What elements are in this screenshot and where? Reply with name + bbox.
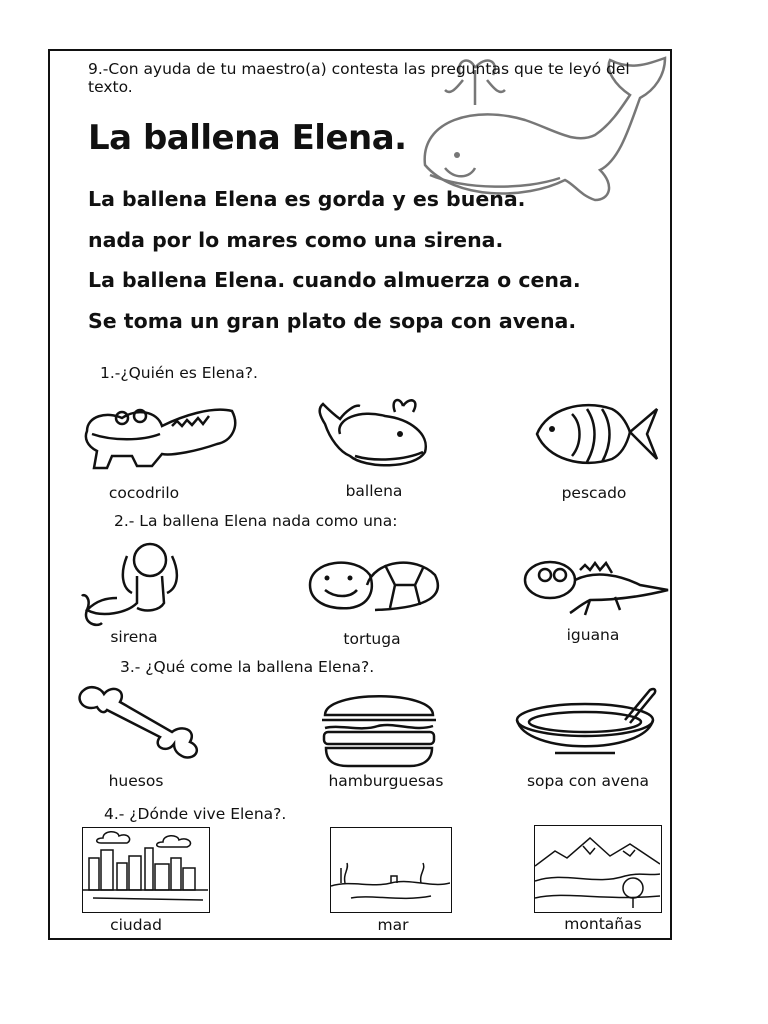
poem-title: La ballena Elena. xyxy=(88,118,407,158)
question-1: 1.-¿Quién es Elena?. xyxy=(100,364,258,382)
question-3: 3.- ¿Qué come la ballena Elena?. xyxy=(120,658,375,676)
option-label: tortuga xyxy=(343,630,401,648)
option-label: huesos xyxy=(108,772,164,790)
option-label: iguana xyxy=(566,626,620,644)
bone-icon[interactable] xyxy=(72,682,207,762)
city-icon[interactable] xyxy=(82,827,210,913)
option-label: pescado xyxy=(561,484,627,502)
question-4: 4.- ¿Dónde vive Elena?. xyxy=(104,805,287,823)
question-2: 2.- La ballena Elena nada como una: xyxy=(114,512,398,530)
option-label: mar xyxy=(377,916,409,934)
sea-icon[interactable] xyxy=(330,827,452,913)
option-label: hamburguesas xyxy=(328,772,444,790)
mountains-icon[interactable] xyxy=(534,825,662,913)
poem-line-3: La ballena Elena. cuando almuerza o cena. xyxy=(88,268,581,292)
mermaid-icon[interactable] xyxy=(82,538,192,633)
crocodile-icon[interactable] xyxy=(82,396,242,476)
option-label: ballena xyxy=(345,482,403,500)
option-label: montañas xyxy=(564,915,642,933)
option-label: cocodrilo xyxy=(108,484,180,502)
poem-line-4: Se toma un gran plato de sopa con avena. xyxy=(88,309,577,333)
poem-line-1: La ballena Elena es gorda y es buena. xyxy=(88,187,526,211)
iguana-icon[interactable] xyxy=(520,555,670,620)
hamburger-icon[interactable] xyxy=(320,680,438,768)
soup-bowl-icon[interactable] xyxy=(515,685,657,770)
fish-icon[interactable] xyxy=(532,394,662,474)
option-label: sirena xyxy=(110,628,158,646)
option-label: ciudad xyxy=(110,916,162,934)
instruction-text: 9.-Con ayuda de tu maestro(a) contesta las preguntas que te leyó del texto. xyxy=(88,60,630,96)
poem-line-2: nada por lo mares como una sirena. xyxy=(88,228,504,252)
option-label: sopa con avena xyxy=(526,772,650,790)
turtle-icon[interactable] xyxy=(305,550,445,620)
whale-icon[interactable] xyxy=(315,394,435,474)
